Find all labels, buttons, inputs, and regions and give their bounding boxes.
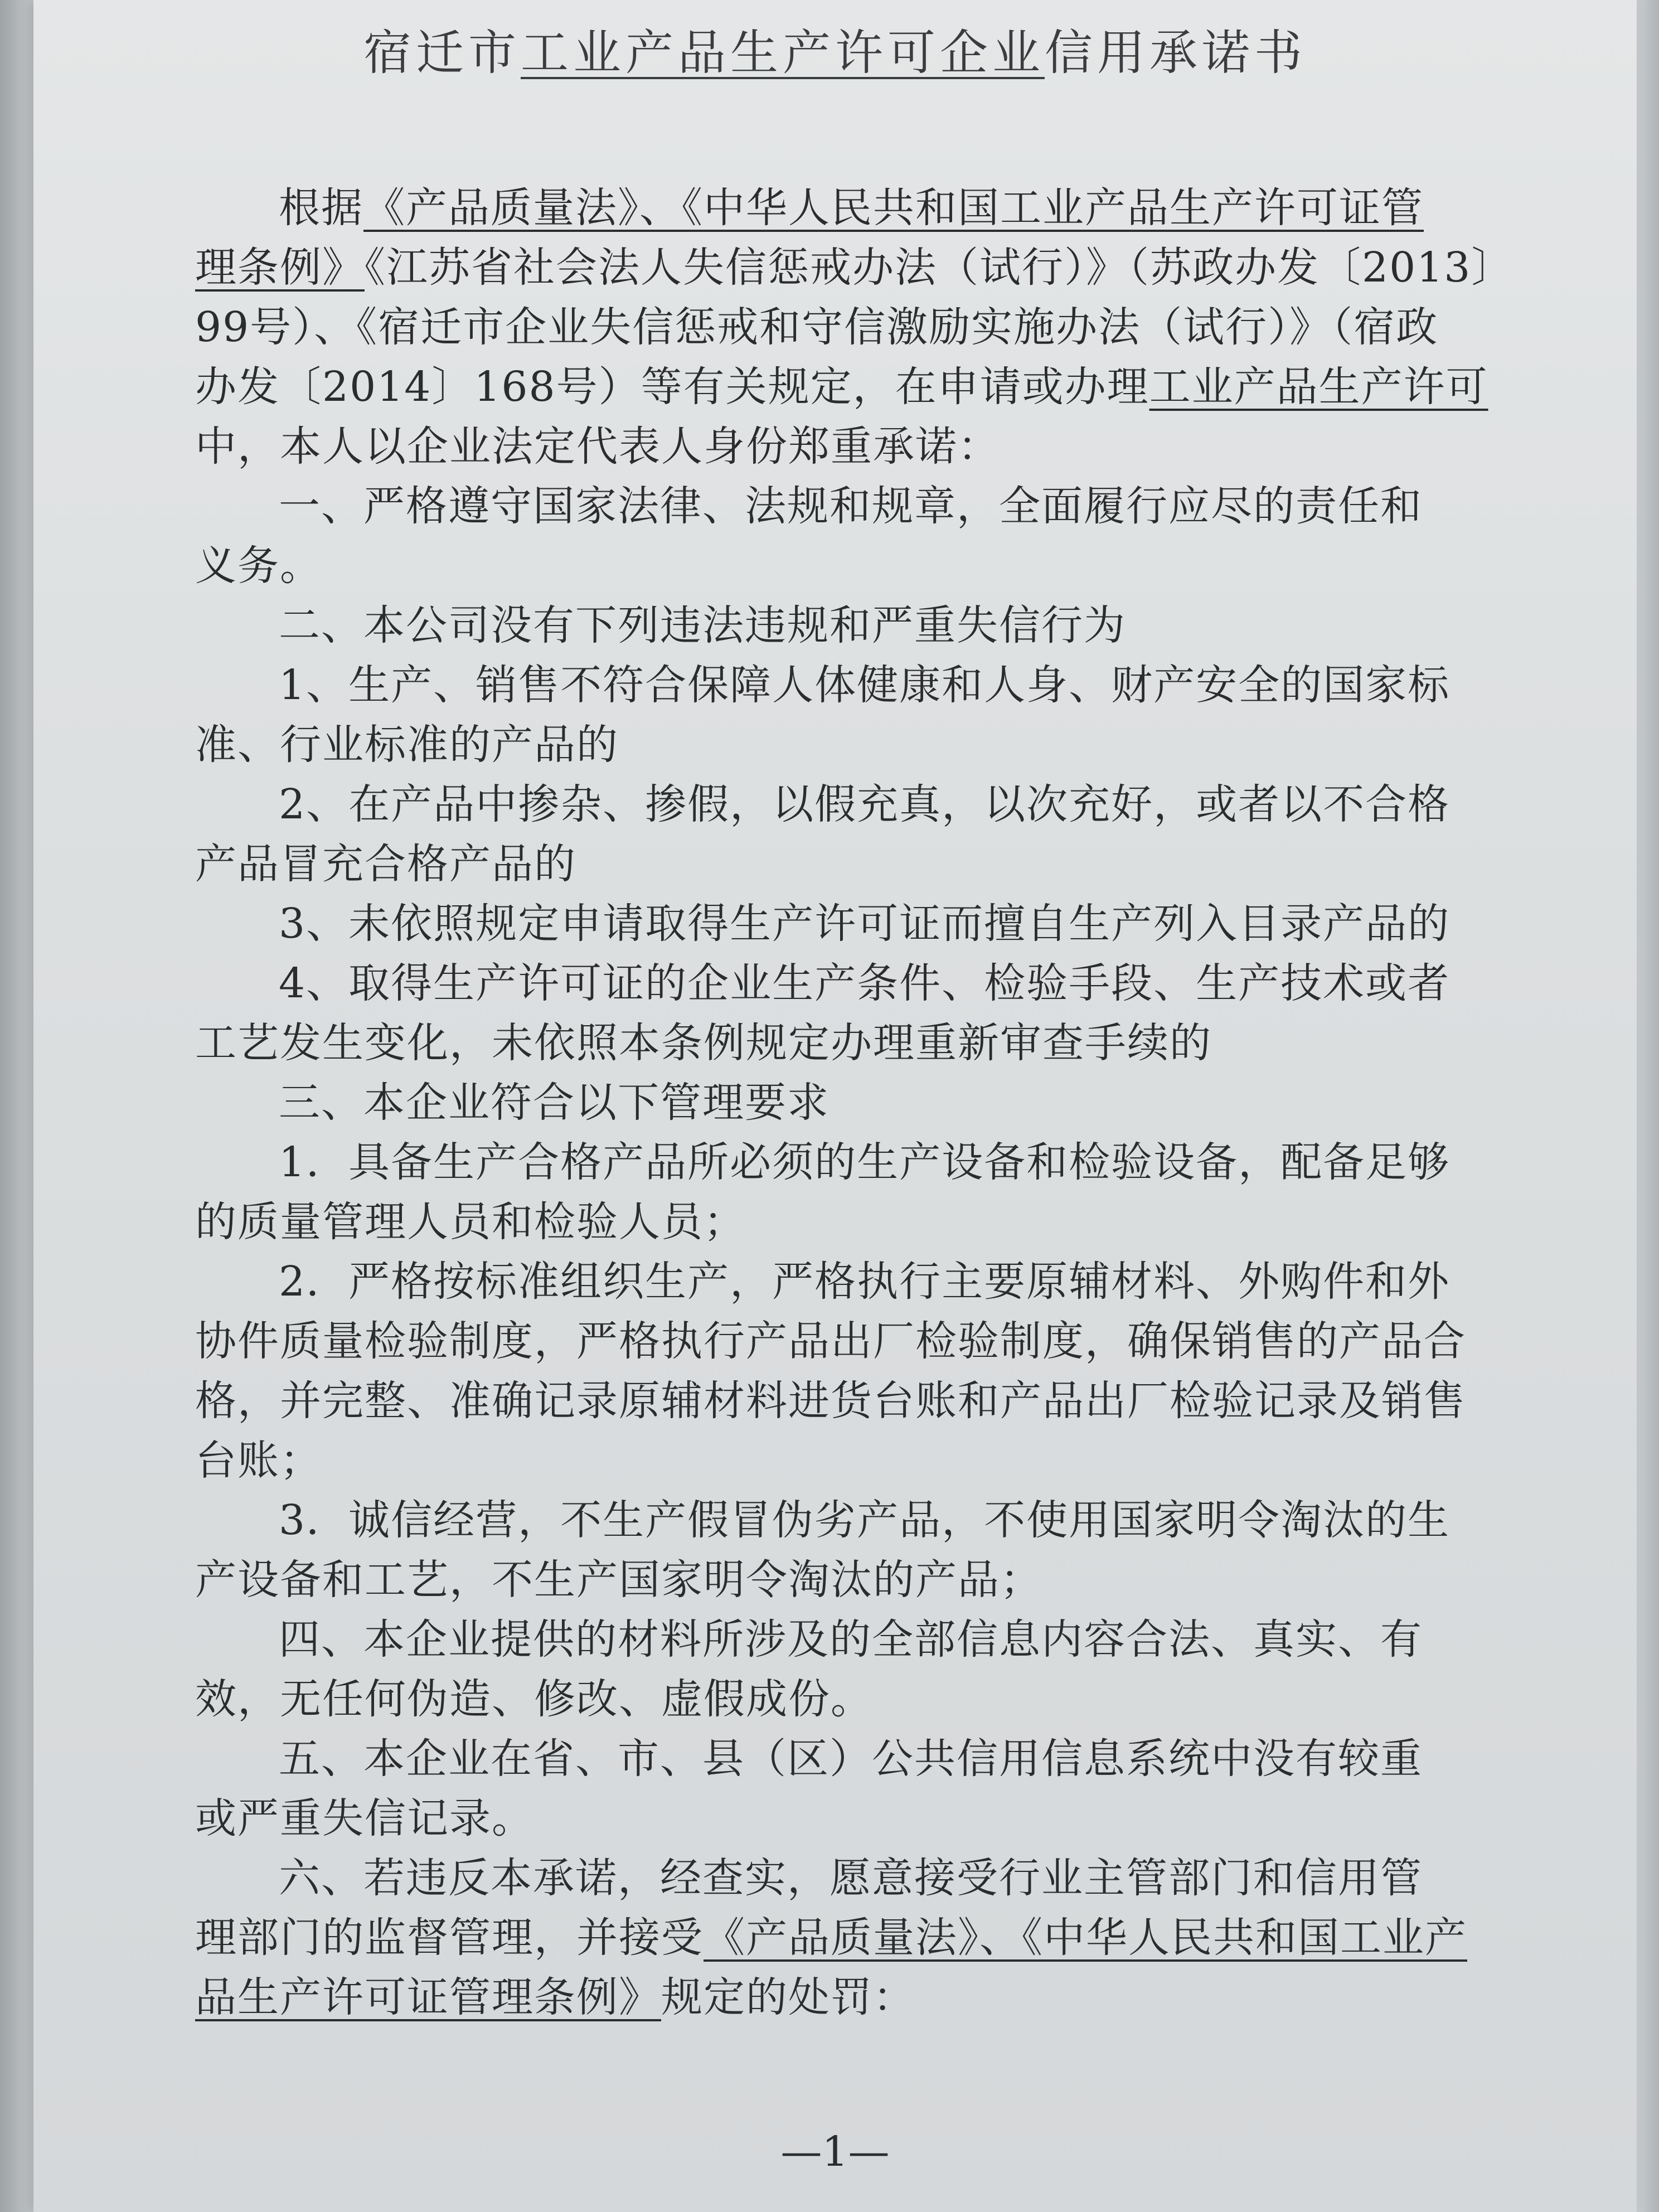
text-segment: 理部门的监督管理，并接受 xyxy=(195,1914,704,1962)
text-segment: 工艺发生变化，未依照本条例规定办理重新审查手续的 xyxy=(195,1019,1212,1067)
text-segment: 准、行业标准的产品的 xyxy=(195,721,619,769)
text-line xyxy=(195,1073,1466,1133)
text-line xyxy=(195,656,1466,715)
text-segment: 办发〔2014〕168号）等有关规定，在申请或办理 xyxy=(195,363,1149,411)
text-segment: 中，本人以企业法定代表人身份郑重承诺： xyxy=(195,423,1000,470)
text-segment: 的质量管理人员和检验人员； xyxy=(195,1198,746,1246)
text-line xyxy=(195,1491,1466,1550)
document-page xyxy=(33,0,1637,2212)
text-line xyxy=(195,1849,1466,1908)
text-segment: 五、本企业在省、市、县（区）公共信用信息系统中没有较重 xyxy=(279,1735,1423,1783)
underlined-text: 工业产品生产许可 xyxy=(1149,363,1488,411)
underlined-text: 《产品质量法》、《中华人民共和国工业产 xyxy=(704,1914,1467,1962)
text-line xyxy=(195,1550,1466,1610)
text-segment: 4、取得生产许可证的企业生产条件、检验手段、生产技术或者 xyxy=(279,959,1451,1007)
text-segment: 二、本公司没有下列违法违规和严重失信行为 xyxy=(279,601,1126,649)
text-segment: 或严重失信记录。 xyxy=(195,1794,534,1842)
page-edge-shadow-right xyxy=(1637,0,1659,2212)
title-underlined: 工业产品生产许可企业 xyxy=(521,25,1045,81)
document-body xyxy=(195,178,1514,2027)
text-segment: 六、若违反本承诺，经查实，愿意接受行业主管部门和信用管 xyxy=(279,1854,1423,1902)
page-number: —1— xyxy=(780,2128,890,2176)
text-line xyxy=(195,1789,1466,1849)
text-segment: 1．具备生产合格产品所必须的生产设备和检验设备，配备足够 xyxy=(279,1138,1451,1186)
text-line xyxy=(195,1610,1466,1670)
document-title xyxy=(33,17,1637,89)
text-line xyxy=(195,477,1466,536)
text-line xyxy=(195,1133,1466,1192)
text-line xyxy=(195,1908,1466,1968)
text-segment: 协件质量检验制度，严格执行产品出厂检验制度，确保销售的产品合 xyxy=(195,1317,1466,1365)
text-line xyxy=(195,298,1466,357)
text-line xyxy=(195,238,1514,298)
text-segment: 根据 xyxy=(279,184,363,232)
text-segment: 3、未依照规定申请取得生产许可证而擅自生产列入目录产品的 xyxy=(279,900,1451,948)
text-segment: 效，无任何伪造、修改、虚假成份。 xyxy=(195,1675,873,1723)
text-line xyxy=(195,417,1466,477)
text-segment: 99号）、《宿迁市企业失信惩戒和守信激励实施办法（试行）》（宿政 xyxy=(195,303,1439,351)
text-line xyxy=(195,1312,1466,1371)
text-segment: 1、生产、销售不符合保障人体健康和人身、财产安全的国家标 xyxy=(279,661,1451,709)
text-segment: 产设备和工艺，不生产国家明令淘汰的产品； xyxy=(195,1556,1042,1604)
text-line xyxy=(195,775,1466,835)
text-line xyxy=(195,596,1466,656)
text-line xyxy=(195,954,1466,1013)
text-line xyxy=(195,1431,1466,1491)
underlined-text: 《产品质量法》、《中华人民共和国工业产品生产许可证管 xyxy=(363,184,1424,232)
text-segment: 一、严格遵守国家法律、法规和规章，全面履行应尽的责任和 xyxy=(279,482,1423,530)
text-line xyxy=(195,178,1466,238)
text-segment: 产品冒充合格产品的 xyxy=(195,840,576,888)
text-segment: 四、本企业提供的材料所涉及的全部信息内容合法、真实、有 xyxy=(279,1616,1423,1663)
text-segment: 规定的处罚： xyxy=(661,1973,915,2021)
title-prefix: 宿迁市 xyxy=(363,25,521,81)
text-line xyxy=(195,835,1466,894)
text-line xyxy=(195,1371,1466,1431)
text-segment: 台账； xyxy=(195,1437,322,1485)
text-line xyxy=(195,715,1466,775)
text-segment: 2、在产品中掺杂、掺假，以假充真，以次充好，或者以不合格 xyxy=(279,780,1451,828)
text-segment: 格，并完整、准确记录原辅材料进货台账和产品出厂检验记录及销售 xyxy=(195,1377,1466,1425)
title-suffix: 信用承诺书 xyxy=(1045,25,1307,81)
text-line xyxy=(195,1192,1466,1252)
text-line xyxy=(195,1252,1466,1312)
text-line xyxy=(195,1968,1466,2027)
text-segment: 三、本企业符合以下管理要求 xyxy=(279,1079,830,1127)
text-line xyxy=(195,1013,1466,1073)
text-segment: 《江苏省社会法人失信惩戒办法（试行）》（苏政办发〔2013〕 xyxy=(365,244,1514,292)
text-segment: 义务。 xyxy=(195,542,322,590)
underlined-text: 理条例》 xyxy=(195,244,365,292)
underlined-text: 品生产许可证管理条例》 xyxy=(195,1973,661,2021)
text-line xyxy=(195,1729,1466,1789)
text-line xyxy=(195,536,1466,596)
text-segment: 2．严格按标准组织生产，严格执行主要原辅材料、外购件和外 xyxy=(279,1258,1451,1306)
text-segment: 3．诚信经营，不生产假冒伪劣产品，不使用国家明令淘汰的生 xyxy=(279,1496,1451,1544)
text-line xyxy=(195,894,1466,954)
text-line xyxy=(195,357,1488,417)
text-line xyxy=(195,1670,1466,1729)
